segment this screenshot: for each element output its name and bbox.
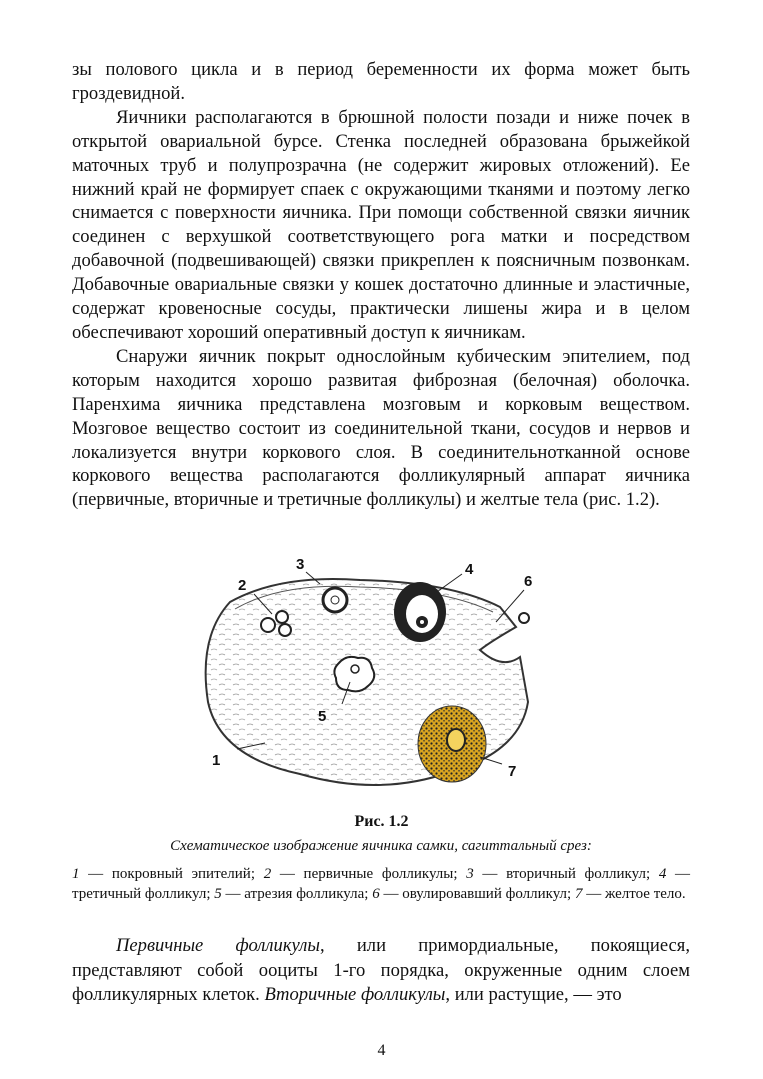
figure-label-5: 5 [318,708,327,725]
figure-caption-title: Рис. 1.2 [354,813,409,830]
paragraph-ovary-structure: Снаружи яичник покрыт однослойным кубическим эпителием, под которым находится хорошо развитая фиброзная (белочная) оболочка. Паренхима яичника представлена мозговым и корковым веществом. Мозговое вещество состоит из соединительной ткани, сосудов и нервов и локализуется внутри коркового слоя. В соединительнотканной основе коркового вещества располагаются фолликулярный аппарат яичника (первичные, вторичные и третичные фолликулы) и желтые тела (рис. 1.2). [72,345,690,511]
body-text-top [72,58,690,512]
paragraph-ovary-location: Яичники располагаются в брюшной полости позади и ниже почек в открытой овариальной бурсе. Стенка последней образована брыжейкой маточных труб и полупрозрачна (не содержит жировых отложений). Ее нижний край не формирует спаек с окружающими тканями и поэтому легко снимается с поверхности яичника. При помощи собственной связки яичник соединен с верхушкой соответствующего рога матки и посредством добавочной (подвешивающей) связки прикреплен к поясничным позвонкам. Добавочные овариальные связки у кошек достаточно длинные и эластичные, содержат кровеносные сосуды, практически лишены жира и в целом обеспечивают хороший оперативный доступ к яичникам. [72,106,690,343]
paragraph-continuation: зы полового цикла и в период беременности их форма может быть гроздевидной. [72,59,690,104]
body-text-bottom [72,934,690,1008]
page-number: 4 [377,1042,386,1059]
term-secondary-follicles: Вторичные фолликулы [264,984,446,1005]
term-primary-follicles: Первичные фолликулы [116,935,320,956]
atretic-follicle [334,657,374,691]
figure-label-7: 7 [508,763,517,780]
secondary-follicle [323,588,347,612]
corpus-luteum [418,706,486,782]
figure-label-2: 2 [238,577,247,594]
released-oocyte [519,613,529,623]
figure-legend: 1 — покровный эпителий; 2 — первичные фолликулы; 3 — вторичный фолликул; 4 — третичный фолликул; 5 — атрезия фолликула; 6 — овулировавший фолликул; 7 — желтое тело. [72,866,690,902]
figure-label-6: 6 [524,573,533,590]
figure-label-1: 1 [212,752,221,769]
figure-label-4: 4 [465,561,474,578]
paragraph-follicles: Первичные фолликулы, или примордиальные, покоящиеся, представляют собой ооциты 1-го порядка, окруженные одним слоем фолликулярных клеток. Вторичные фолликулы, или растущие, — это [72,935,690,1005]
figure-label-3: 3 [296,556,305,573]
ovary-figure [190,552,580,807]
figure-caption-subtitle: Схематическое изображение яичника самки, сагиттальный срез: [170,838,592,854]
